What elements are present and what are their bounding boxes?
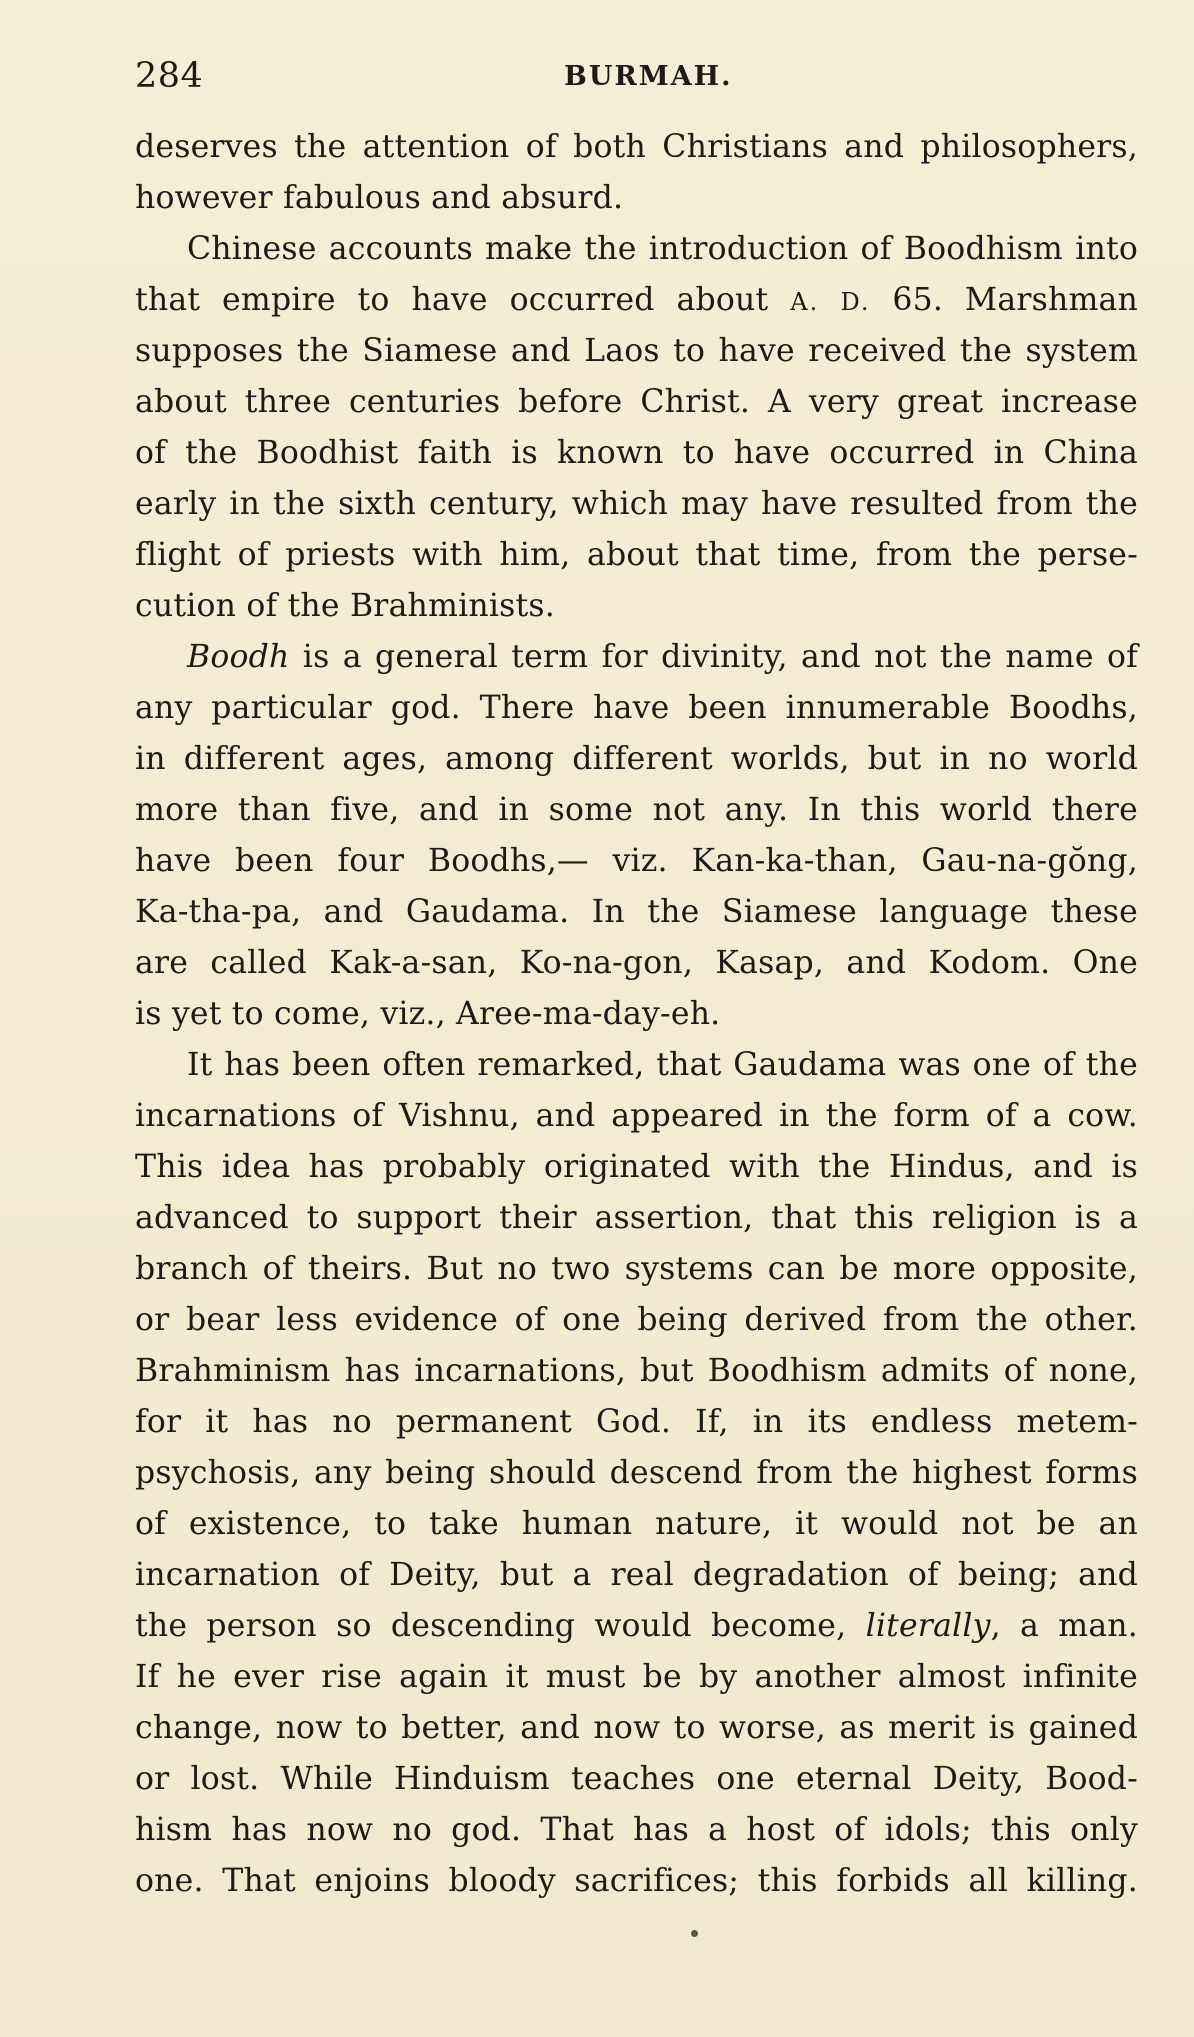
text-line: incarnations of Vishnu, and appeared in the form of a cow. [135, 1098, 1138, 1134]
text-line: flight of priests with him, about that time, from the perse- [135, 537, 1138, 573]
text-line: incarnation of Deity, but a real degradation of being; and [135, 1557, 1138, 1593]
text-line: supposes the Siamese and Laos to have received the system [135, 333, 1138, 369]
text-line: more than five, and in some not any. In this world there [135, 792, 1138, 828]
text-line: cution of the Brahminists. [135, 588, 555, 624]
text-line: Ka-tha-pa, and Gaudama. In the Siamese language these [135, 894, 1138, 930]
text-line: It has been often remarked, that Gaudama was one of the [187, 1047, 1138, 1083]
text-line: branch of theirs. But no two systems can be more opposite, [135, 1251, 1138, 1287]
text-line: for it has no permanent God. If, in its endless metem- [135, 1404, 1138, 1440]
text-line: any particular god. There have been innumerable Boodhs, [135, 690, 1138, 726]
text-line: If he ever rise again it must be by another almost infinite [135, 1659, 1138, 1695]
text-line: change, now to better, and now to worse, as merit is gained [135, 1710, 1138, 1746]
ink-speck [691, 1930, 698, 1937]
text-line: advanced to support their assertion, that this religion is a [135, 1200, 1138, 1236]
text-line: one. That enjoins bloody sacrifices; this forbids all killing. [135, 1863, 1138, 1899]
text-line: is yet to come, viz., Aree-ma-day-eh. [135, 996, 721, 1032]
text-line: the person so descending would become, literally, a man. [135, 1608, 1138, 1644]
running-head: BURMAH. [564, 61, 733, 92]
text-line: psychosis, any being should descend from the highest forms [135, 1455, 1138, 1491]
text-line: have been four Boodhs,— viz. Kan-ka-than, Gau-na-gŏng, [135, 843, 1138, 879]
text-line: or lost. While Hinduism teaches one eternal Deity, Bood- [135, 1761, 1138, 1797]
small-caps-era: A. D. [790, 288, 871, 316]
text-line: are called Kak-a-san, Ko-na-gon, Kasap, and Kodom. One [135, 945, 1138, 981]
text-line: Brahminism has incarnations, but Boodhism admits of none, [135, 1353, 1138, 1389]
text-line: of existence, to take human nature, it would not be an [135, 1506, 1138, 1542]
text-line: hism has now no god. That has a host of idols; this only [135, 1812, 1138, 1848]
text-line: or bear less evidence of one being derived from the other. [135, 1302, 1138, 1338]
text-line: This idea has probably originated with the Hindus, and is [135, 1149, 1138, 1185]
text-line: Boodh is a general term for divinity, and not the name of [187, 639, 1138, 675]
text-line: however fabulous and absurd. [135, 180, 624, 216]
text-line: early in the sixth century, which may have resulted from the [135, 486, 1138, 522]
text-line: deserves the attention of both Christians and philosophers, [135, 129, 1138, 165]
text-line: in different ages, among different worlds, but in no world [135, 741, 1138, 777]
page-number: 284 [135, 56, 204, 96]
italic-word: Boodh [187, 639, 290, 675]
text-line: that empire to have occurred about A. D. 65. Marshman [135, 282, 1139, 318]
text-line: of the Boodhist faith is known to have occurred in China [135, 435, 1138, 471]
italic-word: literally [865, 1608, 991, 1644]
body-text [135, 122, 1138, 1907]
text-line: about three centuries before Christ. A very great increase [135, 384, 1138, 420]
text-line: Chinese accounts make the introduction of Boodhism into [187, 231, 1138, 267]
page-header [135, 54, 1140, 98]
